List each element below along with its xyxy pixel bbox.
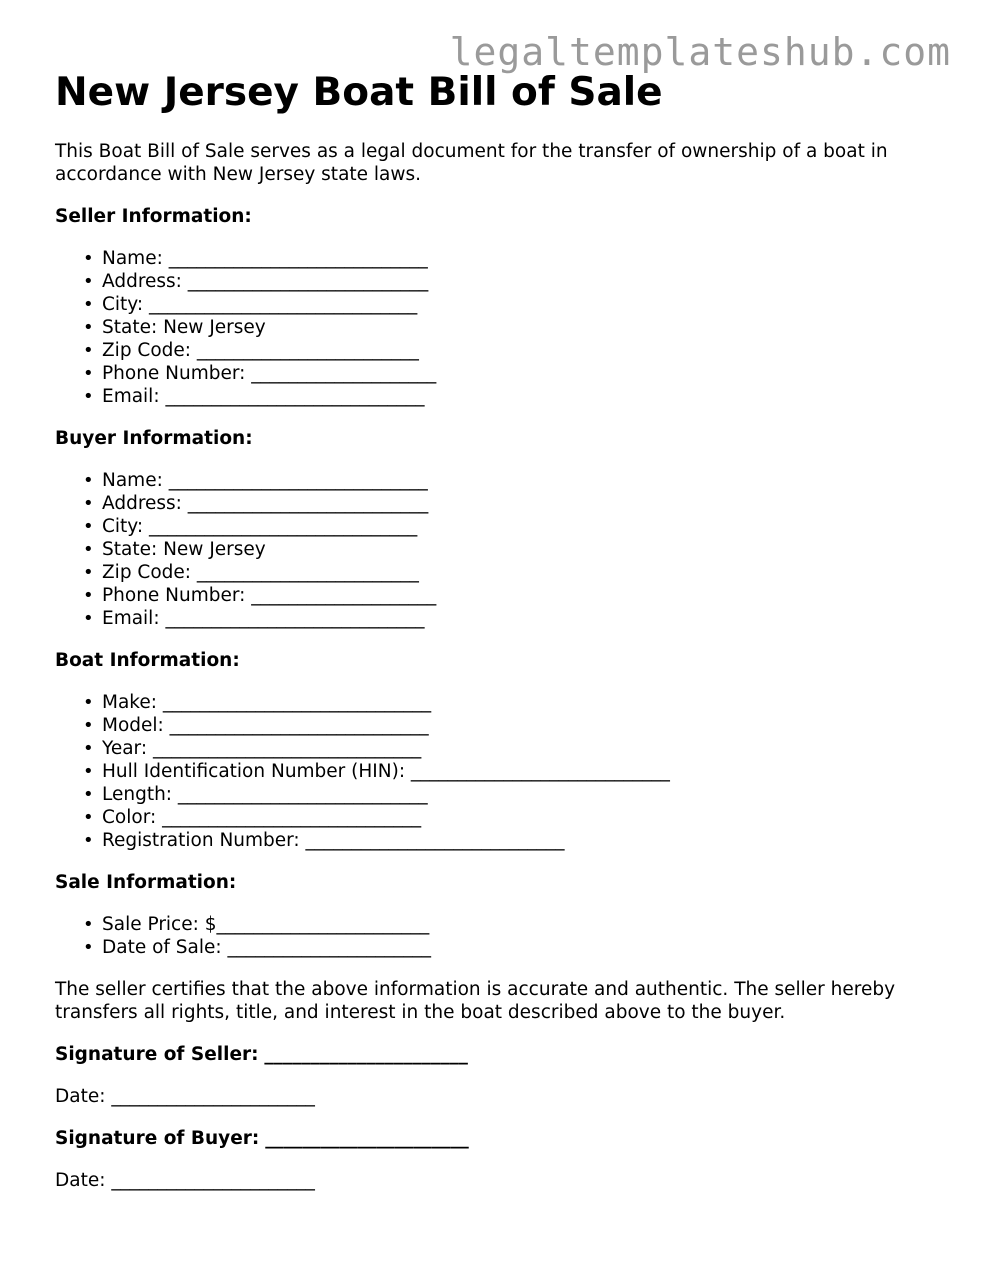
seller-heading: Seller Information: [55,206,252,227]
watermark: legaltemplateshub.com [449,30,951,74]
seller-section [55,205,945,408]
document-page [55,68,945,1192]
boat-model-field[interactable]: Model: ____________________________ [102,715,429,736]
list-item: • Hull Identification Number (HIN): ____________________________ [83,761,670,782]
buyer-email-field[interactable]: Email: ____________________________ [102,608,425,629]
buyer-city-field[interactable]: City: _____________________________ [102,516,418,537]
boat-hin-field[interactable]: Hull Identification Number (HIN): ____________________________ [102,761,670,782]
sale-heading: Sale Information: [55,872,237,893]
seller-signature-field[interactable]: ______________________ [264,1044,468,1065]
list-item: • Date of Sale: ______________________ [83,937,432,958]
sale-section [55,871,945,959]
seller-email-field[interactable]: Email: ____________________________ [102,386,425,407]
list-item: • Zip Code: ________________________ [83,340,419,361]
boat-make-field[interactable]: Make: _____________________________ [102,692,432,713]
list-item: • Name: ____________________________ [83,470,428,491]
intro-paragraph: This Boat Bill of Sale serves as a legal document for the transfer of ownership of a boat in accordance with New Jersey state laws. [55,141,888,185]
boat-fields [55,691,945,852]
sale-fields [55,913,945,959]
buyer-fields [55,469,945,630]
buyer-section [55,427,945,630]
list-item: • Address: __________________________ [83,493,429,514]
list-item: • State: New Jersey [83,317,266,338]
boat-color-field[interactable]: Color: ____________________________ [102,807,422,828]
list-item: • Email: ____________________________ [83,386,425,407]
seller-signature-row [55,1043,945,1066]
page-title: New Jersey Boat Bill of Sale [55,70,663,115]
list-item: • Zip Code: ________________________ [83,562,419,583]
list-item: • Year: _____________________________ [83,738,422,759]
seller-fields [55,247,945,408]
list-item: • Sale Price: $_______________________ [83,914,430,935]
buyer-signature-field[interactable]: ______________________ [265,1128,469,1149]
boat-heading: Boat Information: [55,650,240,671]
seller-zip-field[interactable]: Zip Code: ________________________ [102,340,419,361]
buyer-signature-row [55,1127,945,1150]
boat-section [55,649,945,852]
list-item: • Address: __________________________ [83,271,429,292]
buyer-date-field[interactable]: Date: ______________________ [55,1170,315,1191]
boat-length-field[interactable]: Length: ___________________________ [102,784,428,805]
buyer-heading: Buyer Information: [55,428,253,449]
list-item: • Make: _____________________________ [83,692,432,713]
seller-name-field[interactable]: Name: ____________________________ [102,248,428,269]
list-item: • Registration Number: ____________________________ [83,830,565,851]
boat-registration-field[interactable]: Registration Number: ____________________________ [102,830,565,851]
buyer-zip-field[interactable]: Zip Code: ________________________ [102,562,419,583]
list-item: • State: New Jersey [83,539,266,560]
sale-price-field[interactable]: Sale Price: $_______________________ [102,914,430,935]
boat-year-field[interactable]: Year: _____________________________ [102,738,422,759]
list-item: • Phone Number: ____________________ [83,585,437,606]
list-item: • Name: ____________________________ [83,248,428,269]
seller-signature-label: Signature of Seller: [55,1044,259,1065]
list-item: • City: _____________________________ [83,516,418,537]
seller-phone-field[interactable]: Phone Number: ____________________ [102,363,437,384]
list-item: • Phone Number: ____________________ [83,363,437,384]
seller-city-field[interactable]: City: _____________________________ [102,294,418,315]
certification-paragraph: The seller certifies that the above information is accurate and authentic. The seller hereby transfers all rights, title, and interest in the boat described above to the buyer. [55,979,896,1023]
seller-date-field[interactable]: Date: ______________________ [55,1086,315,1107]
list-item: • Length: ___________________________ [83,784,428,805]
buyer-state-field: State: New Jersey [102,539,266,560]
seller-state-field: State: New Jersey [102,317,266,338]
list-item: • Model: ____________________________ [83,715,429,736]
sale-date-field[interactable]: Date of Sale: ______________________ [102,937,432,958]
buyer-signature-label: Signature of Buyer: [55,1128,260,1149]
list-item: • Color: ____________________________ [83,807,422,828]
buyer-name-field[interactable]: Name: ____________________________ [102,470,428,491]
buyer-phone-field[interactable]: Phone Number: ____________________ [102,585,437,606]
list-item: • City: _____________________________ [83,294,418,315]
list-item: • Email: ____________________________ [83,608,425,629]
buyer-address-field[interactable]: Address: __________________________ [102,493,429,514]
seller-address-field[interactable]: Address: __________________________ [102,271,429,292]
